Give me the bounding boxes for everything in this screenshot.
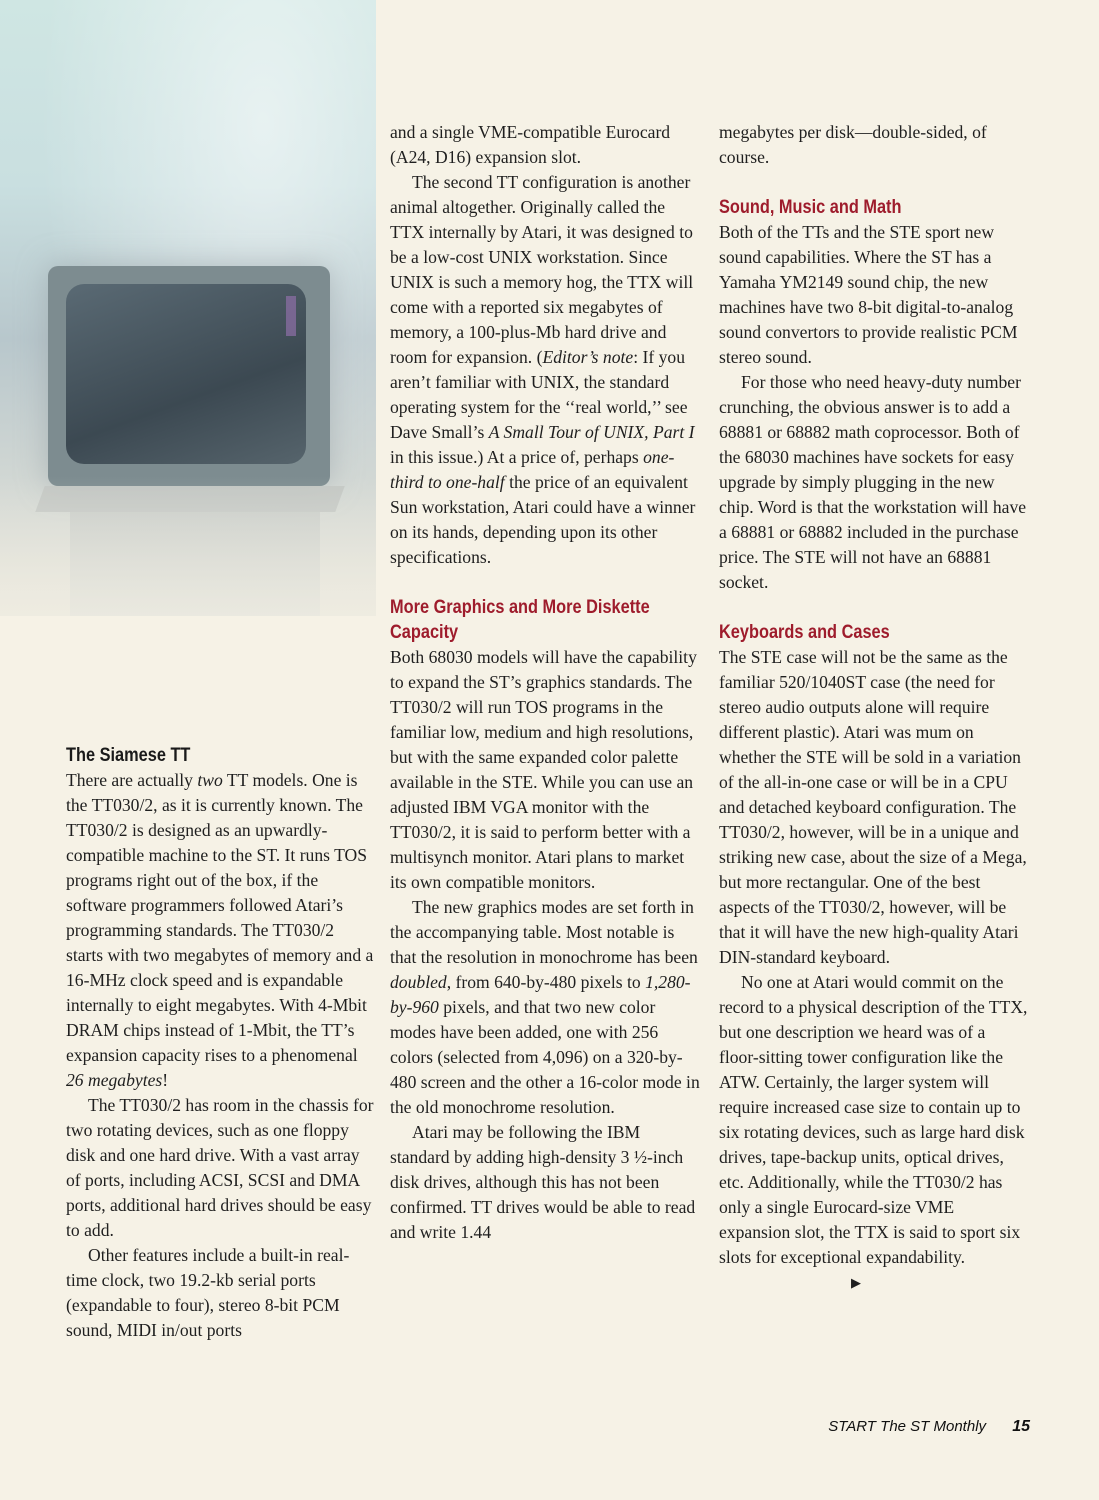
magazine-name: START: [828, 1418, 876, 1435]
magazine-tagline: The ST Monthly: [880, 1418, 987, 1435]
heading-sound-music-math: Sound, Music and Math: [719, 197, 902, 218]
column-2: [390, 120, 700, 1245]
paragraph: megabytes per disk—double-sided, of course.: [719, 122, 987, 167]
computer-photo: [0, 0, 376, 616]
paragraph: Other features include a built-in real-time clock, two 19.2-kb serial ports (expandable to four), stereo 8-bit PCM sound, MIDI in/out ports: [66, 1245, 350, 1340]
paragraph: There are actually two TT models. One is the TT030/2, as it is currently known. The TT030/2 is designed as an upwardly-compatible machine to the ST. It runs TOS programs right out of the box, if the software programmers followed Atari’s programming standards. The TT030/2 starts with two megabytes of memory and a 16-MHz clock speed and is expandable internally to eight megabytes. With 4-Mbit DRAM chips instead of 1-Mbit, the TT’s expansion capacity rises to a phenomenal 26 megabytes!: [66, 770, 374, 1090]
paragraph: The STE case will not be the same as the familiar 520/1040ST case (the need for stereo audio outputs alone will require different plastic). Atari was mum on whether the STE will be sold in a variation of the all-in-one case or will be in a CPU and detached keyboard configuration. The TT030/2, however, will be in a unique and striking new case, about the size of a Mega, but more rectangular. One of the best aspects of the TT030/2, however, will be that it will have the new high-quality Atari DIN-standard keyboard.: [719, 647, 1027, 967]
paragraph: Both 68030 models will have the capability to expand the ST’s graphics standards. The TT030/2 will run TOS programs in the familiar low, medium and high resolutions, but with the same expanded color palette available in the STE. While you can use an adjusted IBM VGA monitor with the TT030/2, it is said to perform better with a multisynch monitor. Atari plans to market its own compatible monitors.: [390, 647, 697, 892]
monitor-screen: [66, 284, 306, 464]
heading-more-graphics: More Graphics and More Diskette Capacity: [390, 597, 650, 643]
continue-arrow-icon: ▶: [851, 1275, 861, 1290]
paragraph: The second TT configuration is another animal altogether. Originally called the TTX internally by Atari, it was designed to be a low-cost UNIX workstation. Since UNIX is such a memory hog, the TTX will come with a reported six megabytes of memory, a 100-plus-Mb hard drive and room for expansion. (Editor’s note: If you aren’t familiar with UNIX, the standard operating system for the ‘‘real world,’’ see Dave Small’s A Small Tour of UNIX, Part I in this issue.) At a price of, perhaps one-third to one-half the price of an equivalent Sun workstation, Atari could have a winner on its hands, depending upon its other specifications.: [390, 172, 696, 567]
paragraph: The TT030/2 has room in the chassis for two rotating devices, such as one floppy disk and one hard drive. With a vast array of ports, including ACSI, SCSI and DMA ports, additional hard drives should be easy to add.: [66, 1095, 374, 1240]
paragraph: and a single VME-compatible Eurocard (A24, D16) expansion slot.: [390, 122, 671, 167]
heading-siamese-tt: The Siamese TT: [66, 745, 191, 766]
paragraph: The new graphics modes are set forth in the accompanying table. Most notable is that the resolution in monochrome has been doubled, from 640-by-480 pixels to 1,280-by-960 pixels, and that two new color modes have been added, one with 256 colors (selected from 4,096) on a 320-by-480 screen and the other a 16-color mode in the old monochrome resolution.: [390, 897, 700, 1117]
monitor-image: [48, 266, 330, 486]
paragraph: No one at Atari would commit on the record to a physical description of the TTX, but one description we heard was of a floor-sitting tower configuration like the ATW. Certainly, the larger system will require increased case size to contain up to six rotating devices, such as large hard disk drives, tape-backup units, optical drives, etc. Additionally, while the TT030/2 has only a single Eurocard-size VME expansion slot, the TTX is said to sport six slots for exceptional expandability.▶: [719, 970, 1029, 1296]
heading-keyboards-cases: Keyboards and Cases: [719, 622, 890, 643]
paragraph: Atari may be following the IBM standard by adding high-density 3 ½-inch disk drives, although this has not been confirmed. TT drives would be able to read and write 1.44: [390, 1122, 696, 1242]
page-number: 15: [1012, 1418, 1030, 1435]
paragraph: For those who need heavy-duty number crunching, the obvious answer is to add a 68881 or 68882 math coprocessor. Both of the 68030 machines have sockets for easy upgrade by simply plugging in the new chip. Word is that the workstation will have a 68881 or 68882 included in the purchase price. The STE will not have an 68881 socket.: [719, 372, 1027, 592]
paragraph: Both of the TTs and the STE sport new sound capabilities. Where the ST has a Yamaha YM2149 sound chip, the new machines have two 8-bit digital-to-analog sound convertors to provide realistic PCM stereo sound.: [719, 222, 1018, 367]
page-footer: [800, 1418, 1030, 1436]
column-3: [719, 120, 1029, 1296]
column-1: [66, 743, 374, 1343]
